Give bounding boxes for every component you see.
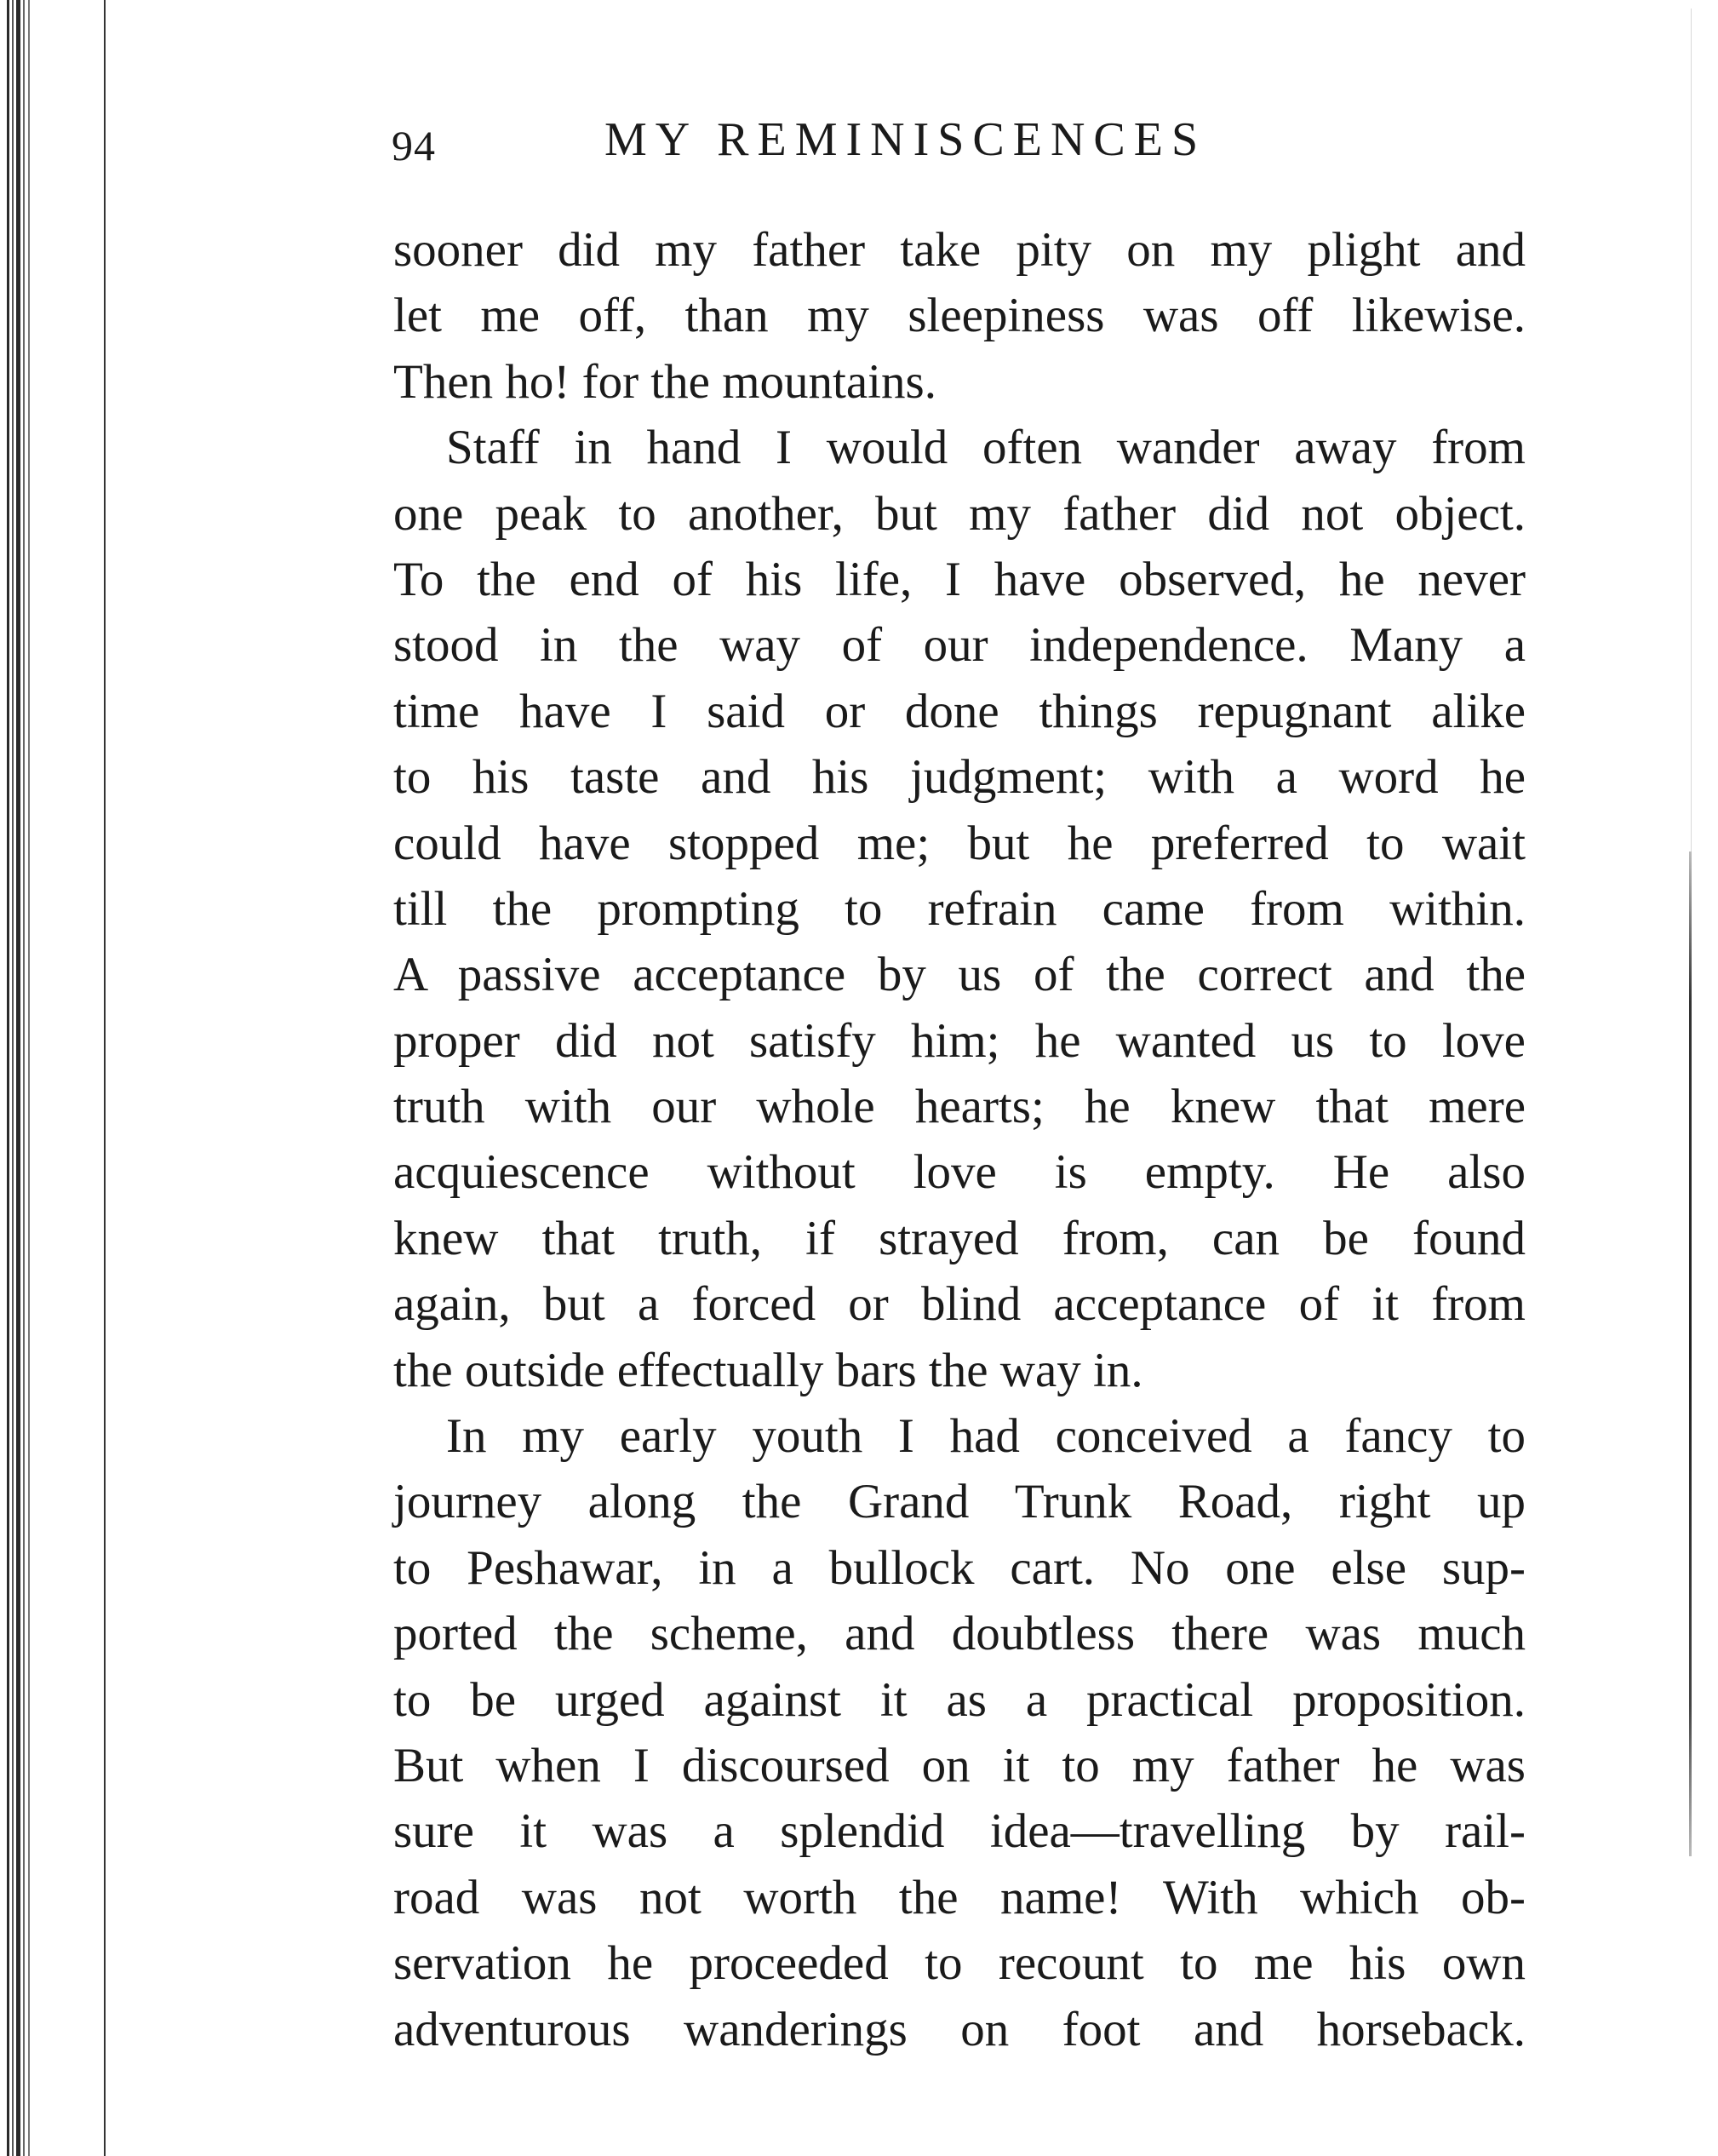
text-line: knew that truth, if strayed from, can be found bbox=[393, 1211, 1526, 1265]
text-line: acquiescence without love is empty. He also bbox=[393, 1145, 1526, 1200]
text-line: to be urged against it as a practical proposition. bbox=[393, 1672, 1526, 1727]
text-line: time have I said or done things repugnant alike bbox=[393, 684, 1526, 738]
text-line: journey along the Grand Trunk Road, right up bbox=[393, 1475, 1526, 1529]
body-text bbox=[393, 217, 1526, 2062]
text-line: to Peshawar, in a bullock cart. No one else sup- bbox=[393, 1540, 1526, 1595]
text-line: could have stopped me; but he preferred to wait bbox=[393, 816, 1526, 870]
binding-edge bbox=[28, 0, 30, 2156]
text-line: To the end of his life, I have observed, he never bbox=[393, 552, 1526, 606]
text-line: to his taste and his judgment; with a word he bbox=[393, 750, 1526, 805]
text-line: truth with our whole hearts; he knew that mere bbox=[393, 1080, 1526, 1134]
text-line: adventurous wanderings on foot and horseback. bbox=[393, 2002, 1526, 2056]
text-line: ported the scheme, and doubtless there was much bbox=[393, 1607, 1526, 1661]
text-line: sooner did my father take pity on my plight and bbox=[393, 223, 1526, 277]
gutter-line bbox=[104, 0, 106, 2156]
text-line: proper did not satisfy him; he wanted us to love bbox=[393, 1013, 1526, 1068]
binding-edge bbox=[23, 0, 25, 2156]
page-header bbox=[392, 112, 1532, 181]
text-line: till the prompting to refrain came from within. bbox=[393, 881, 1526, 936]
page-number: 94 bbox=[392, 122, 436, 169]
scan-edge bbox=[1689, 852, 1692, 1856]
text-line: stood in the way of our independence. Many a bbox=[393, 618, 1526, 673]
binding-edge bbox=[7, 0, 9, 2156]
text-line: sure it was a splendid idea—travelling by rail- bbox=[393, 1804, 1526, 1859]
text-line: let me off, than my sleepiness was off likewise. bbox=[393, 289, 1526, 343]
binding-edge bbox=[12, 0, 14, 2156]
text-line: But when I discoursed on it to my father he was bbox=[393, 1738, 1526, 1792]
text-line: Then ho! for the mountains. bbox=[393, 354, 936, 409]
text-line: In my early youth I had conceived a fancy to bbox=[446, 1409, 1526, 1464]
text-line: road was not worth the name! With which ob- bbox=[393, 1870, 1526, 1924]
running-title: MY REMINISCENCES bbox=[604, 113, 1207, 166]
text-line: servation he proceeded to recount to me his own bbox=[393, 1936, 1526, 1991]
text-line: again, but a forced or blind acceptance of it from bbox=[393, 1277, 1526, 1332]
text-line: A passive acceptance by us of the correct and the bbox=[393, 948, 1526, 1002]
text-line: one peak to another, but my father did not object. bbox=[393, 486, 1526, 541]
scan-edge bbox=[1691, 9, 1692, 860]
text-line: the outside effectually bars the way in. bbox=[393, 1343, 1143, 1397]
text-line: Staff in hand I would often wander away from bbox=[446, 421, 1526, 475]
binding-edge bbox=[16, 0, 20, 2156]
